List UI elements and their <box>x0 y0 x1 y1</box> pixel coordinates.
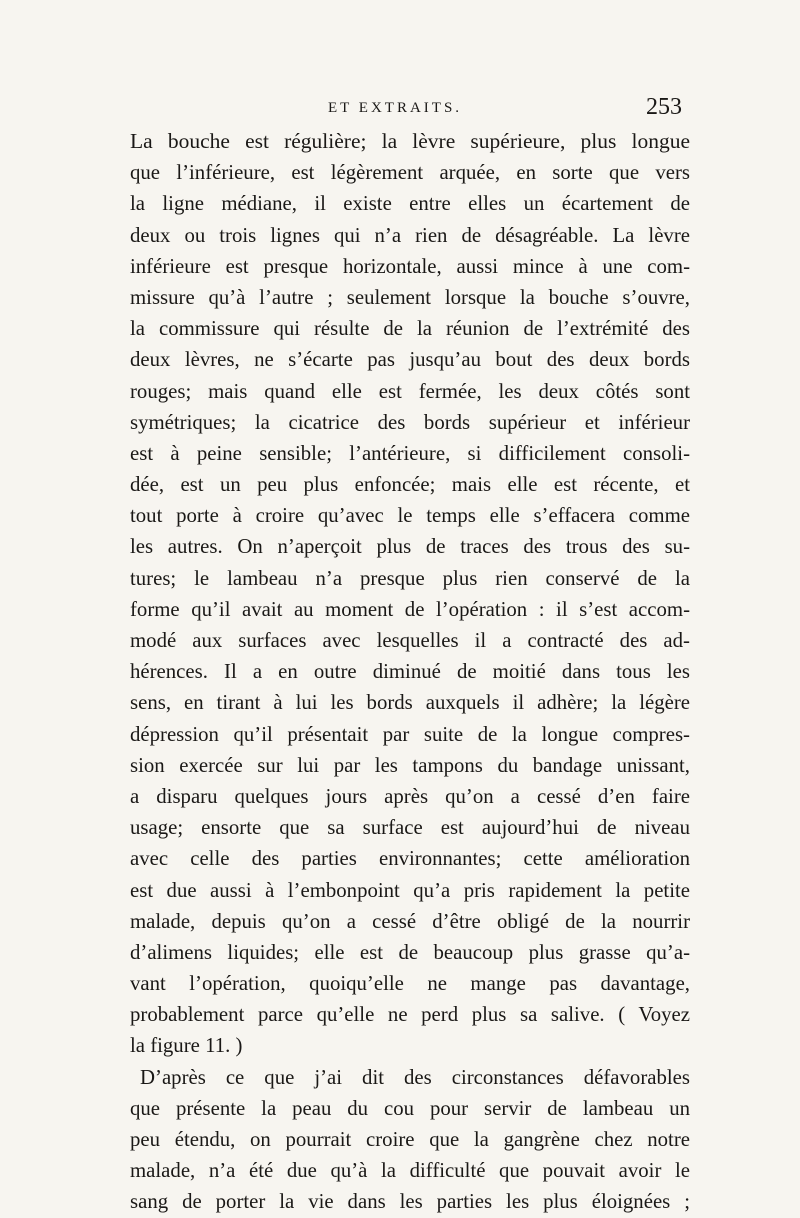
text-line: est à peine sensible; l’antérieure, si difficilement consoli- <box>130 441 690 465</box>
text-line: missure qu’à l’autre ; seulement lorsque la bouche s’ouvre, <box>130 285 690 309</box>
running-title: ET EXTRAITS. <box>328 100 463 116</box>
text-line: d’alimens liquides; elle est de beaucoup plus grasse qu’a- <box>130 940 690 964</box>
text-line: est due aussi à l’embonpoint qu’a pris rapidement la petite <box>130 878 690 902</box>
text-line: rouges; mais quand elle est fermée, les deux côtés sont <box>130 379 690 403</box>
text-line: avec celle des parties environnantes; cette amélioration <box>130 847 690 871</box>
text-line: La bouche est régulière; la lèvre supérieure, plus longue <box>130 129 690 153</box>
text-line: usage; ensorte que sa surface est aujourd’hui de niveau <box>130 816 690 840</box>
body-text <box>130 126 690 1218</box>
text-line: probablement parce qu’elle ne perd plus sa salive. ( Voyez <box>130 1003 690 1027</box>
text-line: sens, en tirant à lui les bords auxquels il adhère; la légère <box>130 691 690 715</box>
text-line: peu étendu, on pourrait croire que la gangrène chez notre <box>130 1128 690 1151</box>
text-line: dépression qu’il présentait par suite de la longue compres- <box>130 722 690 746</box>
text-line: vant l’opération, quoiqu’elle ne mange pas davantage, <box>130 972 690 996</box>
text-line: deux ou trois lignes qui n’a rien de désagréable. La lèvre <box>130 223 690 247</box>
text-line: inférieure est presque horizontale, aussi mince à une com- <box>130 254 690 278</box>
text-line: forme qu’il avait au moment de l’opération : il s’est accom- <box>130 597 690 621</box>
text-line: deux lèvres, ne s’écarte pas jusqu’au bout des deux bords <box>130 348 690 372</box>
running-head <box>130 96 682 126</box>
text-line: sang de porter la vie dans les parties les plus éloignées ; <box>130 1190 690 1214</box>
text-line: que l’inférieure, est légèrement arquée, en sorte que vers <box>130 161 690 185</box>
text-line: tout porte à croire qu’avec le temps elle s’effacera comme <box>130 504 690 528</box>
text-line: tures; le lambeau n’a presque plus rien conservé de la <box>130 566 690 590</box>
text-line: symétriques; la cicatrice des bords supérieur et inférieur <box>130 410 690 434</box>
text-line: sion exercée sur lui par les tampons du bandage unissant, <box>130 753 690 777</box>
text-line: la ligne médiane, il existe entre elles un écartement de <box>130 192 690 216</box>
text-line: la commissure qui résulte de la réunion de l’extrémité des <box>130 317 690 341</box>
text-line: malade, n’a été due qu’à la difficulté que pouvait avoir le <box>130 1159 690 1183</box>
text-line: malade, depuis qu’on a cessé d’être obligé de la nourrir <box>130 909 690 933</box>
text-line: la figure 11. ) <box>130 1034 243 1058</box>
text-line: a disparu quelques jours après qu’on a cessé d’en faire <box>130 784 690 808</box>
text-line: D’après ce que j’ai dit des circonstances défavorables <box>140 1065 690 1089</box>
text-line: hérences. Il a en outre diminué de moitié dans tous les <box>130 660 690 684</box>
text-line: les autres. On n’aperçoit plus de traces des trous des su- <box>130 535 690 559</box>
page-number: 253 <box>646 94 682 120</box>
text-line: dée, est un peu plus enfoncée; mais elle est récente, et <box>130 473 690 497</box>
text-line: que présente la peau du cou pour servir de lambeau un <box>130 1096 690 1120</box>
text-line: modé aux surfaces avec lesquelles il a contracté des ad- <box>130 629 690 652</box>
